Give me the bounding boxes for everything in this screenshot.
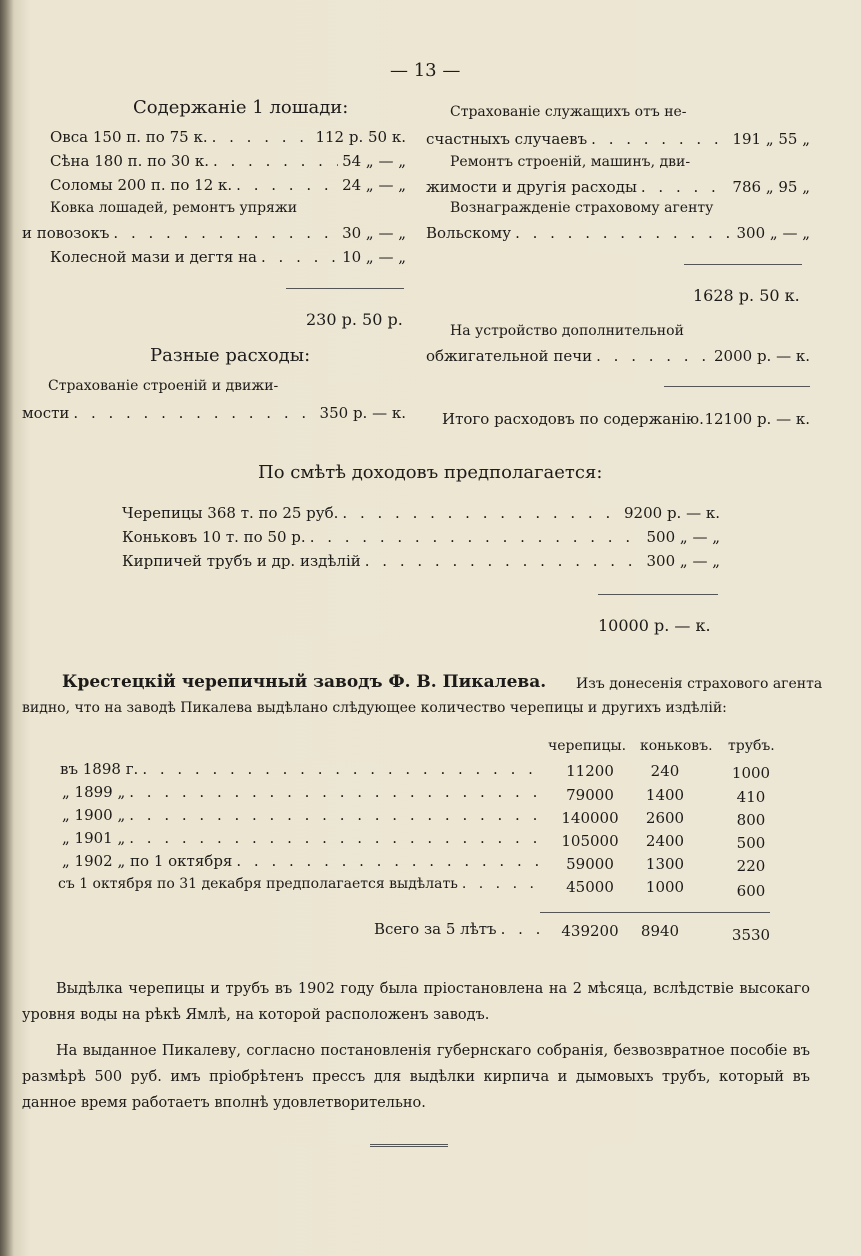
table-row-label: „ 1899 „ . . . bbox=[62, 783, 544, 801]
misc-line1: Страхованіе строеній и движи- bbox=[48, 378, 279, 394]
misc-heading: Разные расходы: bbox=[150, 345, 311, 366]
kiln-line1: На устройство дополнительной bbox=[450, 323, 684, 339]
table-row-label: „ 1900 „ . . . bbox=[62, 806, 544, 824]
horse-total: 230 р. 50 р. bbox=[306, 310, 403, 329]
table-cell: 1000 bbox=[645, 878, 685, 896]
col-header-tiles: черепицы. bbox=[548, 738, 627, 754]
horse-item: Овса 150 п. по 75 к. . . . 112 р. 50 к. bbox=[50, 128, 406, 146]
table-cell: 500 bbox=[736, 834, 766, 852]
table-cell: 1000 bbox=[731, 764, 771, 782]
table-row-label: „ 1901 „ . . . bbox=[62, 829, 544, 847]
horse-heading: Содержаніе 1 лошади: bbox=[133, 97, 349, 118]
table-cell: 140000 bbox=[561, 809, 619, 827]
income-heading: По смѣтѣ доходовъ предполагается: bbox=[258, 462, 603, 483]
table-cell: 240 bbox=[650, 762, 680, 780]
divider bbox=[598, 594, 718, 595]
table-cell: 800 bbox=[736, 811, 766, 829]
table-cell: 1300 bbox=[645, 855, 685, 873]
factory-intro: Изъ донесенія страхового агента bbox=[576, 676, 823, 692]
page-number: — 13 — bbox=[390, 60, 461, 81]
table-total-cell: 3530 bbox=[731, 926, 771, 944]
table-cell: 220 bbox=[736, 857, 766, 875]
table-total-cell: 8940 bbox=[640, 922, 680, 940]
col-header-pipes: трубъ. bbox=[728, 738, 775, 754]
right-item-line1: Ремонтъ строеній, машинъ, дви- bbox=[450, 154, 691, 170]
right-item-line1: Вознагражденіе страховому агенту bbox=[450, 200, 714, 216]
table-cell: 1400 bbox=[645, 786, 685, 804]
table-cell: 2400 bbox=[645, 832, 685, 850]
horse-item: и повозокъ . . . 30 „ — „ bbox=[22, 224, 406, 242]
table-total-label: Всего за 5 лѣтъ . . . bbox=[374, 920, 544, 938]
divider bbox=[540, 912, 770, 913]
table-row-label: въ 1898 г. . . . bbox=[60, 760, 544, 778]
table-cell: 45000 bbox=[566, 878, 614, 896]
horse-item: Соломы 200 п. по 12 к. . . . 24 „ — „ bbox=[50, 176, 406, 194]
horse-item: Колесной мази и дегтя на . . . 10 „ — „ bbox=[50, 248, 406, 266]
table-cell: 105000 bbox=[561, 832, 619, 850]
end-divider bbox=[370, 1144, 448, 1147]
table-total-cell: 439200 bbox=[561, 922, 619, 940]
col-header-ridges: коньковъ. bbox=[640, 738, 713, 754]
paragraph: Выдѣлка черепицы и трубъ въ 1902 году была пріостановлена на 2 мѣсяца, вслѣдствіе высокаго уровня воды на рѣкѣ Ямлѣ, на которой расположенъ заводъ. bbox=[22, 981, 810, 1023]
misc-item: мости . . . 350 р. — к. bbox=[22, 404, 406, 422]
income-total: 10000 р. — к. bbox=[598, 616, 711, 635]
factory-intro-line2: видно, что на заводѣ Пикалева выдѣлано слѣдующее количество черепицы и другихъ издѣлій: bbox=[22, 700, 727, 716]
right-subtotal: 1628 р. 50 к. bbox=[693, 286, 800, 305]
kiln-item: обжигательной печи . . . 2000 р. — к. bbox=[426, 347, 810, 365]
horse-item-line1: Ковка лошадей, ремонтъ упряжи bbox=[50, 200, 298, 216]
expenses-total: Итого расходовъ по содержанію. 12100 р. — к. bbox=[442, 410, 810, 428]
divider bbox=[286, 288, 404, 289]
right-item: счастныхъ случаевъ . . . 191 „ 55 „ bbox=[426, 130, 810, 148]
right-item: Вольскому . . . 300 „ — „ bbox=[426, 224, 810, 242]
table-row-label: съ 1 октября по 31 декабря предполагается выдѣлать . . . bbox=[58, 876, 544, 892]
table-cell: 59000 bbox=[566, 855, 614, 873]
table-cell: 11200 bbox=[566, 762, 614, 780]
table-cell: 410 bbox=[736, 788, 766, 806]
paragraph: На выданное Пикалеву, согласно постановленія губернскаго собранія, безвозвратное пособіе въ размѣрѣ 500 руб. имъ пріобрѣтенъ прессъ для выдѣлки кирпича и дымовыхъ трубъ, который въ данное время работаетъ вполнѣ удовлетворительно. bbox=[22, 1043, 810, 1111]
right-item-line1: Страхованіе служащихъ отъ не- bbox=[450, 104, 687, 120]
table-row-label: „ 1902 „ по 1 октября . . . bbox=[62, 852, 544, 870]
table-cell: 600 bbox=[736, 882, 766, 900]
income-item: Кирпичей трубъ и др. издѣлій . . . 300 „ — „ bbox=[122, 552, 720, 570]
table-cell: 2600 bbox=[645, 809, 685, 827]
income-item: Коньковъ 10 т. по 50 р. . . . 500 „ — „ bbox=[122, 528, 720, 546]
horse-item: Сѣна 180 п. по 30 к. . . . 54 „ — „ bbox=[50, 152, 406, 170]
income-item: Черепицы 368 т. по 25 руб. . . . 9200 р. — к. bbox=[122, 504, 720, 522]
divider bbox=[684, 264, 802, 265]
divider bbox=[664, 386, 810, 387]
right-item: жимости и другія расходы . . . 786 „ 95 „ bbox=[426, 178, 810, 196]
factory-title: Крестецкій черепичный заводъ Ф. В. Пикалева. bbox=[62, 672, 547, 692]
table-cell: 79000 bbox=[566, 786, 614, 804]
